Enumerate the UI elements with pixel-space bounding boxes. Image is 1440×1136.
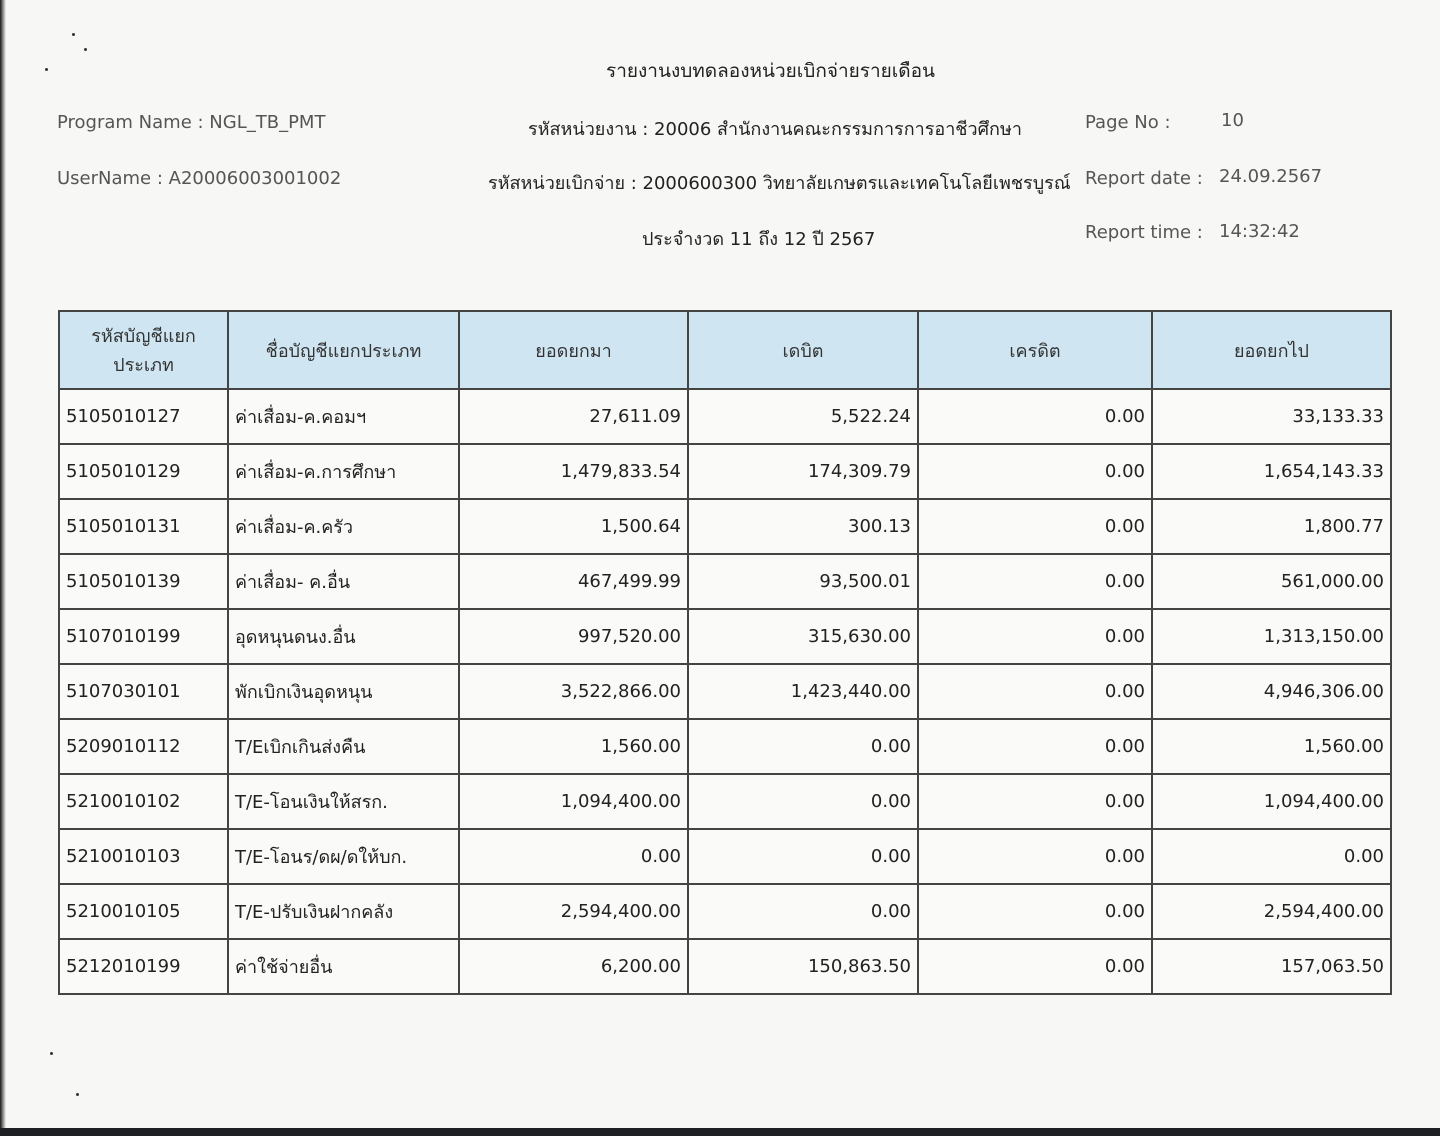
credit-cell: 0.00 xyxy=(918,719,1152,774)
agency-line: รหัสหน่วยงาน : 20006 สำนักงานคณะกรรมการการอาชีวศึกษา xyxy=(528,119,1022,140)
carried-forward-cell: 2,594,400.00 xyxy=(1152,884,1391,939)
header-brought-forward: ยอดยกมา xyxy=(459,311,688,389)
scan-speck xyxy=(76,1093,79,1096)
carried-forward-cell: 4,946,306.00 xyxy=(1152,664,1391,719)
carried-forward-cell: 1,654,143.33 xyxy=(1152,444,1391,499)
account-code-cell: 5105010131 xyxy=(59,499,228,554)
account-code-cell: 5212010199 xyxy=(59,939,228,994)
scan-left-edge xyxy=(0,0,6,1136)
brought-forward-cell: 1,500.64 xyxy=(459,499,688,554)
header-carried-forward: ยอดยกไป xyxy=(1152,311,1391,389)
scan-speck xyxy=(72,33,75,36)
account-name-cell: ค่าเสื่อม-ค.คอมฯ xyxy=(228,389,459,444)
account-code-cell: 5210010103 xyxy=(59,829,228,884)
disbursing-unit-line: รหัสหน่วยเบิกจ่าย : 2000600300 วิทยาลัยเกษตรและเทคโนโลยีเพชรบูรณ์ xyxy=(488,173,1071,194)
account-code-cell: 5105010129 xyxy=(59,444,228,499)
user-name: UserName : A20006003001002 xyxy=(57,168,342,189)
debit-cell: 315,630.00 xyxy=(688,609,918,664)
table-row xyxy=(59,664,1391,719)
credit-cell: 0.00 xyxy=(918,774,1152,829)
debit-cell: 5,522.24 xyxy=(688,389,918,444)
table-row xyxy=(59,554,1391,609)
account-name-cell: อุดหนุนดนง.อื่น xyxy=(228,609,459,664)
brought-forward-cell: 0.00 xyxy=(459,829,688,884)
debit-cell: 0.00 xyxy=(688,719,918,774)
scan-speck xyxy=(84,48,87,51)
scan-speck xyxy=(45,68,48,71)
brought-forward-cell: 6,200.00 xyxy=(459,939,688,994)
account-code-cell: 5210010102 xyxy=(59,774,228,829)
carried-forward-cell: 33,133.33 xyxy=(1152,389,1391,444)
credit-cell: 0.00 xyxy=(918,444,1152,499)
brought-forward-cell: 1,560.00 xyxy=(459,719,688,774)
table-row xyxy=(59,884,1391,939)
table-row xyxy=(59,939,1391,994)
credit-cell: 0.00 xyxy=(918,884,1152,939)
report-title: รายงานงบทดลองหน่วยเบิกจ่ายรายเดือน xyxy=(606,60,936,82)
credit-cell: 0.00 xyxy=(918,554,1152,609)
account-code-cell: 5105010127 xyxy=(59,389,228,444)
header-account-code: รหัสบัญชีแยกประเภท xyxy=(59,311,228,389)
brought-forward-cell: 467,499.99 xyxy=(459,554,688,609)
brought-forward-cell: 997,520.00 xyxy=(459,609,688,664)
table-row xyxy=(59,499,1391,554)
account-code-cell: 5107010199 xyxy=(59,609,228,664)
carried-forward-cell: 561,000.00 xyxy=(1152,554,1391,609)
credit-cell: 0.00 xyxy=(918,389,1152,444)
report-date-label: Report date : xyxy=(1085,168,1203,189)
header-account-name: ชื่อบัญชีแยกประเภท xyxy=(228,311,459,389)
debit-cell: 93,500.01 xyxy=(688,554,918,609)
table-row xyxy=(59,719,1391,774)
report-time-value: 14:32:42 xyxy=(1219,221,1300,242)
carried-forward-cell: 1,560.00 xyxy=(1152,719,1391,774)
debit-cell: 0.00 xyxy=(688,829,918,884)
account-name-cell: T/E-ปรับเงินฝากคลัง xyxy=(228,884,459,939)
table-body xyxy=(59,389,1391,994)
carried-forward-cell: 0.00 xyxy=(1152,829,1391,884)
credit-cell: 0.00 xyxy=(918,664,1152,719)
debit-cell: 0.00 xyxy=(688,884,918,939)
account-name-cell: ค่าเสื่อม- ค.อื่น xyxy=(228,554,459,609)
credit-cell: 0.00 xyxy=(918,499,1152,554)
header-debit: เดบิต xyxy=(688,311,918,389)
brought-forward-cell: 2,594,400.00 xyxy=(459,884,688,939)
table-row xyxy=(59,774,1391,829)
table-row xyxy=(59,389,1391,444)
debit-cell: 0.00 xyxy=(688,774,918,829)
account-name-cell: ค่าใช้จ่ายอื่น xyxy=(228,939,459,994)
report-time-label: Report time : xyxy=(1085,222,1203,243)
table-header-row xyxy=(59,311,1391,389)
scan-bottom-edge xyxy=(0,1128,1440,1136)
account-name-cell: ค่าเสื่อม-ค.การศึกษา xyxy=(228,444,459,499)
period-line: ประจำงวด 11 ถึง 12 ปี 2567 xyxy=(642,229,876,250)
brought-forward-cell: 1,479,833.54 xyxy=(459,444,688,499)
debit-cell: 150,863.50 xyxy=(688,939,918,994)
page-no-value: 10 xyxy=(1221,110,1244,131)
table-row xyxy=(59,829,1391,884)
report-date-value: 24.09.2567 xyxy=(1219,166,1323,187)
table-row xyxy=(59,444,1391,499)
trial-balance-table xyxy=(58,310,1392,995)
page-no-label: Page No : xyxy=(1085,112,1171,133)
debit-cell: 300.13 xyxy=(688,499,918,554)
carried-forward-cell: 1,800.77 xyxy=(1152,499,1391,554)
carried-forward-cell: 157,063.50 xyxy=(1152,939,1391,994)
brought-forward-cell: 3,522,866.00 xyxy=(459,664,688,719)
debit-cell: 174,309.79 xyxy=(688,444,918,499)
account-code-cell: 5210010105 xyxy=(59,884,228,939)
account-name-cell: พักเบิกเงินอุดหนุน xyxy=(228,664,459,719)
brought-forward-cell: 27,611.09 xyxy=(459,389,688,444)
carried-forward-cell: 1,313,150.00 xyxy=(1152,609,1391,664)
debit-cell: 1,423,440.00 xyxy=(688,664,918,719)
account-name-cell: T/E-โอนร/ดผ/ดให้บก. xyxy=(228,829,459,884)
account-code-cell: 5105010139 xyxy=(59,554,228,609)
scan-speck xyxy=(50,1052,53,1055)
account-name-cell: T/E-โอนเงินให้สรก. xyxy=(228,774,459,829)
credit-cell: 0.00 xyxy=(918,829,1152,884)
account-name-cell: T/Eเบิกเกินส่งคืน xyxy=(228,719,459,774)
header-credit: เครดิต xyxy=(918,311,1152,389)
carried-forward-cell: 1,094,400.00 xyxy=(1152,774,1391,829)
account-code-cell: 5209010112 xyxy=(59,719,228,774)
credit-cell: 0.00 xyxy=(918,939,1152,994)
table-row xyxy=(59,609,1391,664)
brought-forward-cell: 1,094,400.00 xyxy=(459,774,688,829)
program-name: Program Name : NGL_TB_PMT xyxy=(57,112,326,133)
account-name-cell: ค่าเสื่อม-ค.ครัว xyxy=(228,499,459,554)
account-code-cell: 5107030101 xyxy=(59,664,228,719)
credit-cell: 0.00 xyxy=(918,609,1152,664)
